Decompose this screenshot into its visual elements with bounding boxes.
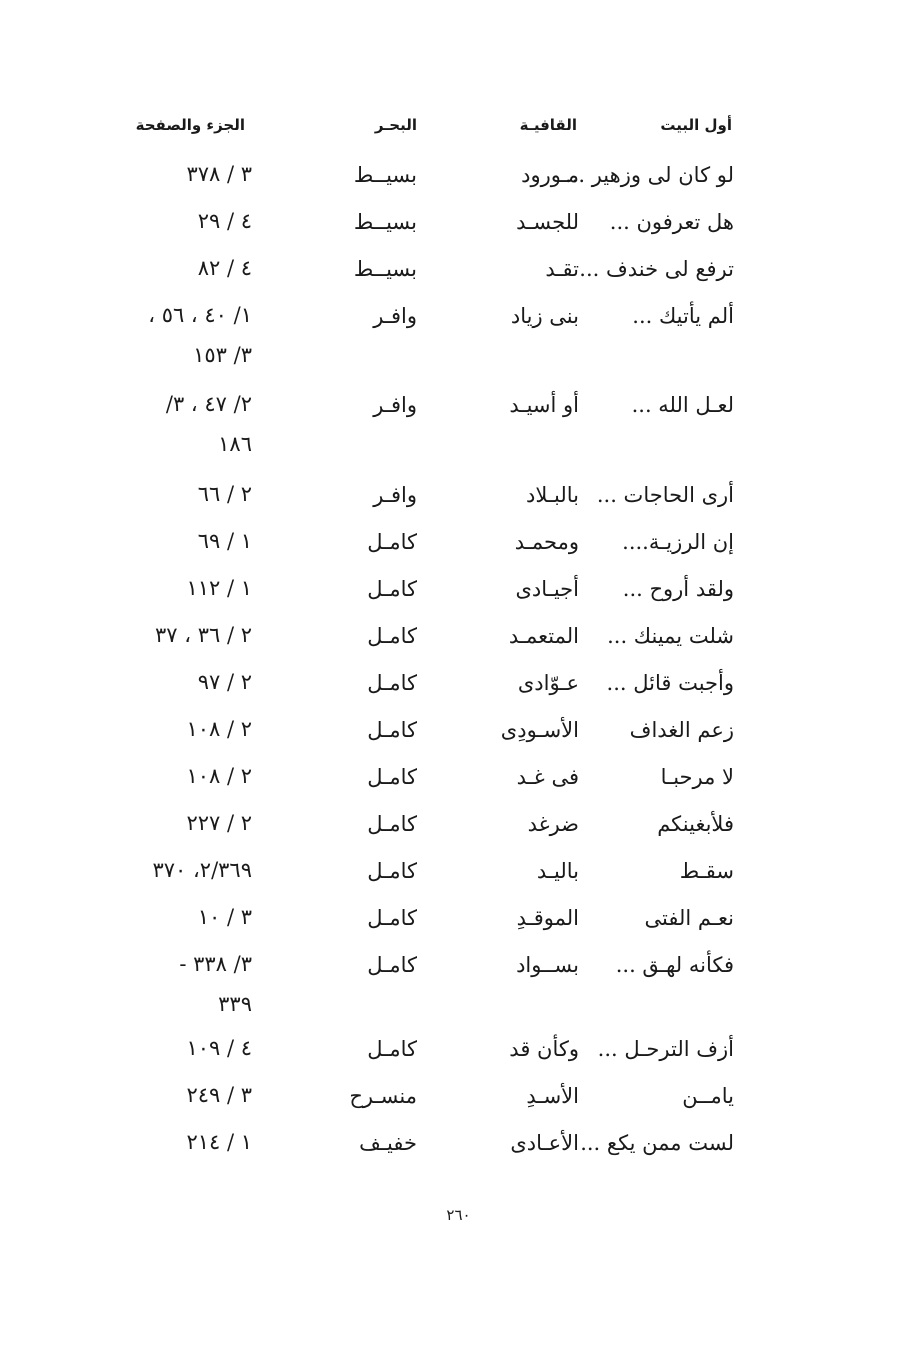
meter-cell: كامـل bbox=[367, 953, 417, 977]
meter-cell: كامـل bbox=[367, 624, 417, 648]
reference-text: ٢ / ٦٦ bbox=[197, 482, 252, 506]
rhyme-cell: أو أسيـد bbox=[509, 393, 579, 417]
meter-cell: وافـر bbox=[373, 393, 417, 417]
reference-text: ٣ / ١٠ bbox=[197, 905, 252, 929]
page-number: ٢٦٠ bbox=[446, 1206, 471, 1224]
reference-text: ٢ / ٢٢٧ bbox=[186, 811, 252, 835]
volume-page-cell bbox=[112, 1075, 252, 1115]
reference-text: ٢ / ٣٦ ، ٣٧ bbox=[155, 623, 252, 647]
first-verse-cell: ترفع لى خندف ... bbox=[579, 257, 734, 281]
reference-text: ١/ ٤٠ ، ٥٦ ، bbox=[148, 303, 252, 327]
volume-page-cell bbox=[112, 568, 252, 608]
rhyme-cell: الأسـودِى bbox=[500, 718, 579, 742]
rhyme-cell: للجسـد bbox=[516, 210, 579, 234]
first-verse-cell: شلت يمينك ... bbox=[607, 624, 734, 648]
meter-cell: كامـل bbox=[367, 530, 417, 554]
rhyme-cell: بســواد bbox=[516, 953, 579, 977]
first-verse-cell: زعم الغداف bbox=[629, 718, 734, 742]
reference-continuation: ١٨٦ bbox=[218, 432, 252, 456]
reference-text: ٢/٣٦٩، ٣٧٠ bbox=[152, 858, 252, 882]
volume-page-cell bbox=[112, 615, 252, 655]
reference-text: ٣ / ٣٧٨ bbox=[186, 162, 252, 186]
meter-cell: وافـر bbox=[373, 483, 417, 507]
header-rhyme: القافيـة bbox=[519, 116, 577, 134]
reference-text: ١ / ٢١٤ bbox=[186, 1130, 252, 1154]
reference-text: ٤ / ٨٢ bbox=[197, 256, 252, 280]
reference-text: ٣/ ٣٣٨ - bbox=[179, 952, 252, 976]
volume-page-cell bbox=[112, 521, 252, 561]
reference-text: ٤ / ٢٩ bbox=[197, 209, 252, 233]
volume-page-cell bbox=[112, 1028, 252, 1068]
meter-cell: كامـل bbox=[367, 577, 417, 601]
header-first-verse: أول البيت bbox=[660, 116, 732, 134]
first-verse-cell: سقـط bbox=[679, 859, 734, 883]
first-verse-cell: لست ممن يكع ... bbox=[580, 1131, 734, 1155]
rhyme-cell: عـوّادى bbox=[517, 671, 579, 695]
reference-text: ٣ / ٢٤٩ bbox=[186, 1083, 252, 1107]
first-verse-cell: أزف الترحـل ... bbox=[597, 1037, 734, 1061]
meter-cell: منسـرح bbox=[349, 1084, 417, 1108]
meter-cell: كامـل bbox=[367, 812, 417, 836]
reference-text: ٢/ ٤٧ ، ٣/ bbox=[165, 392, 252, 416]
volume-page-cell bbox=[112, 897, 252, 937]
reference-continuation: ٣/ ١٥٣ bbox=[193, 343, 252, 367]
rhyme-cell: تقـد bbox=[545, 257, 579, 281]
reference-text: ٢ / ٩٧ bbox=[197, 670, 252, 694]
first-verse-cell: إن الرزيـة.... bbox=[622, 530, 734, 554]
volume-page-cell bbox=[112, 944, 252, 1024]
reference-continuation: ٣٣٩ bbox=[218, 992, 252, 1016]
meter-cell: كامـل bbox=[367, 1037, 417, 1061]
first-verse-cell: لا مرحبـا bbox=[660, 765, 734, 789]
first-verse-cell: أرى الحاجات ... bbox=[596, 483, 734, 507]
rhyme-cell: بالبـلاد bbox=[525, 483, 579, 507]
volume-page-cell bbox=[112, 803, 252, 843]
meter-cell: بسيــط bbox=[353, 210, 417, 234]
volume-page-cell bbox=[112, 154, 252, 194]
reference-text: ١ / ١١٢ bbox=[186, 576, 252, 600]
meter-cell: بسيــط bbox=[353, 257, 417, 281]
volume-page-cell bbox=[112, 709, 252, 749]
volume-page-cell bbox=[112, 248, 252, 288]
first-verse-cell: نعـم الفتى bbox=[644, 906, 734, 930]
header-volume-page: الجزء والصفحة bbox=[135, 116, 245, 134]
header-meter: البحـر bbox=[374, 116, 417, 134]
meter-cell: بسيــط bbox=[353, 163, 417, 187]
first-verse-cell: فلأبغينكم bbox=[657, 812, 734, 836]
first-verse-cell: فكأنه لهـق ... bbox=[615, 953, 734, 977]
volume-page-cell bbox=[112, 201, 252, 241]
first-verse-cell: لعـل الله ... bbox=[631, 393, 734, 417]
rhyme-cell: فى غـد bbox=[516, 765, 579, 789]
rhyme-cell: مـورود bbox=[521, 163, 579, 187]
rhyme-cell: الموقـدِ bbox=[516, 906, 579, 930]
first-verse-cell: يامــن bbox=[682, 1084, 734, 1108]
meter-cell: خفيـف bbox=[359, 1131, 417, 1155]
volume-page-cell bbox=[112, 295, 252, 375]
rhyme-cell: الأسـدِ bbox=[526, 1084, 579, 1108]
rhyme-cell: باليـد bbox=[536, 859, 579, 883]
volume-page-cell bbox=[112, 384, 252, 464]
meter-cell: وافـر bbox=[373, 304, 417, 328]
volume-page-cell bbox=[112, 850, 252, 890]
rhyme-cell: أجيـادى bbox=[515, 577, 579, 601]
reference-text: ٢ / ١٠٨ bbox=[186, 717, 252, 741]
rhyme-cell: الأعـادى bbox=[510, 1131, 579, 1155]
rhyme-cell: ومحمـد bbox=[514, 530, 579, 554]
meter-cell: كامـل bbox=[367, 765, 417, 789]
meter-cell: كامـل bbox=[367, 859, 417, 883]
first-verse-cell: هل تعرفون ... bbox=[609, 210, 734, 234]
volume-page-cell bbox=[112, 474, 252, 514]
volume-page-cell bbox=[112, 1122, 252, 1162]
volume-page-cell bbox=[112, 662, 252, 702]
first-verse-cell: وأجبت قائل ... bbox=[606, 671, 734, 695]
rhyme-cell: بنى زياد bbox=[510, 304, 579, 328]
meter-cell: كامـل bbox=[367, 671, 417, 695]
meter-cell: كامـل bbox=[367, 906, 417, 930]
volume-page-cell bbox=[112, 756, 252, 796]
reference-text: ٢ / ١٠٨ bbox=[186, 764, 252, 788]
first-verse-cell: ولقد أروح ... bbox=[622, 577, 734, 601]
first-verse-cell: لو كان لى وزهير ... bbox=[565, 163, 734, 187]
reference-text: ٤ / ١٠٩ bbox=[186, 1036, 252, 1060]
first-verse-cell: ألم يأتيك ... bbox=[632, 304, 734, 328]
rhyme-cell: ضرغد bbox=[527, 812, 579, 836]
meter-cell: كامـل bbox=[367, 718, 417, 742]
table-header bbox=[0, 116, 917, 146]
rhyme-cell: وكأن قد bbox=[509, 1037, 579, 1061]
rhyme-cell: المتعمـد bbox=[508, 624, 579, 648]
reference-text: ١ / ٦٩ bbox=[197, 529, 252, 553]
